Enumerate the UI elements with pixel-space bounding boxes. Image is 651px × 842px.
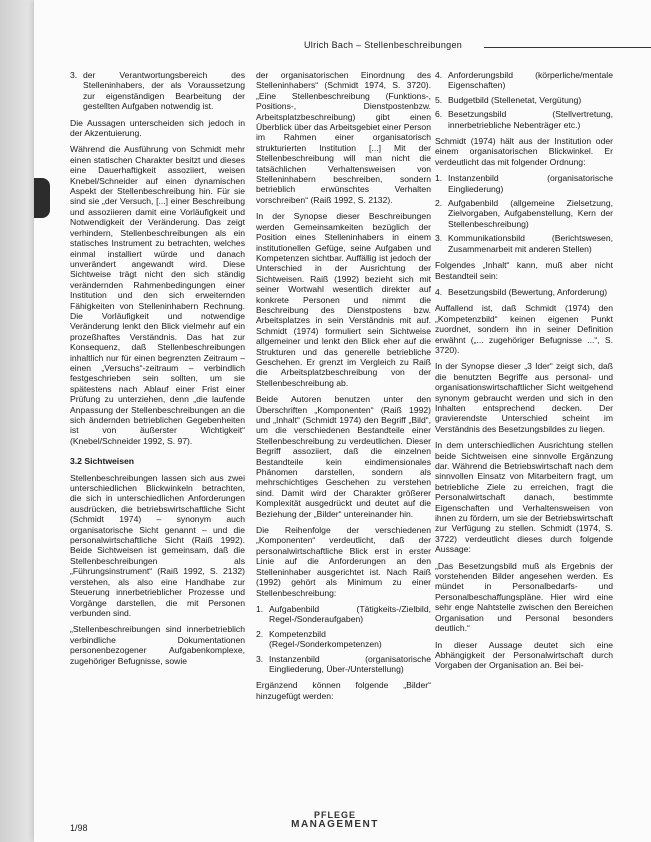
page-folio: 1/98 [70, 823, 88, 833]
logo-line-2: MANAGEMENT [291, 819, 379, 830]
list-item: 2. Aufgabenbild (allgemeine Zielsetzung, Zielvorgaben, Aufgabenstellung, Kern der Stellenbeschreibung) [435, 198, 613, 229]
list-item: 6. Besetzungsbild (Stellvertretung, innerbetriebliche Nebenträger etc.) [435, 109, 613, 130]
list-item: 2. Kompetenzbild (Regel-/Sonderkompetenzen) [256, 628, 382, 650]
list-item: 4. Anforderungsbild (körperliche/mentale Eigenschaften) [435, 70, 613, 91]
paragraph: Während die Ausführung von Schmidt mehr einen statischen Charakter besitzt und dieses eine Dauerhaftigkeit assoziiert, weisen Knebel/Schneider auf einen dynamischen Aspekt der Stellenbeschreibung hin. Für sie sind sie „der Versuch, [...] einer Beschreibung und assoziieren damit eine Vorläufigkeit und Notwendigkeit der Veränderung. Das zeigt verhindern, Stellenbeschreibungen als ein statisches Instrument zu betrachten, welches einmal installiert würde und danach unverändert angewandt wird. Diese Sichtweise trägt nicht den sich ständig verändernden Rahmenbedingungen einer Institution und den sich erweiternden Fähigkeiten von Stelleninhabern Rechnung. Die Vorläufigkeit und notwendige Veränderung lenkt den Blick vielmehr auf ein prozeßhaftes Verständnis. Das hat zur Konsequenz, daß Stellenbeschreibungen inhaltlich nur für einen begrenzten Zeitraum – einen „Versuchs“-zeitraum – verbindlich festgeschrieben sein sollten, um sie spätestens nach Ablauf einer Frist einer Prüfung zu unterziehen, denn „die laufende Anpassung der Stellenbeschreibungen an die sich ändernden betrieblichen Gegebenheiten ist von äußerster Wichtigkeit“ (Knebel/Schneider 1992, S. 97). [70, 144, 245, 446]
section-heading: 3.2 Sichtweisen [70, 456, 135, 467]
paragraph: In dem unterschiedlichen Ausrichtung stellen beide Sichtweisen eine sinnvolle Ergänzung dar. Während die Betriebswirtschaft nach dem sinnvollen Einsatz von Mitarbeitern fragt, um betriebliche Ziele zu erreichen, fragt die Personalwirtschaft danach, bestimmte Eigenschaften und Verhaltensweisen von ihnen zu fördern, um sie der Betriebswirtschaft zur Verfügung zu stellen. Schmidt (1974, S. 3722) verdeutlicht dieses durch folgende Aussage: [435, 440, 613, 555]
page-tab-marker [34, 178, 50, 218]
paragraph: Beide Autoren benutzen unter den Überschriften „Komponenten“ (Raiß 1992) und „Inhalt“ (Schmidt 1974) den Begriff „Bild“, um die verschiedenen Bestandteile einer Stellenbeschreibung zu verdeutlichen. Dieser Begriff assoziiert, daß die einzelnen Bestandteile kein eindimensionales Phänomen darstellen, sondern als mehrschichtiges Geschehen zu verstehen sind. Damit wird der Charakter größerer Komplexität ausgedrückt und deutet auf die Beziehung der „Bilder“ untereinander hin. [256, 394, 431, 519]
list-item: 3. Instanzenbild (organisatorische Eingliederung, Über-/Unterstellung) [256, 653, 431, 674]
paragraph: In der Synopse dieser „3 Ider“ zeigt sich, daß die benutzten Begriffe aus personal- und organisationswirtschaftlicher Sicht weitgehend synonym gebraucht werden und sich in den Inhalten entsprechend decken. Der gravierendste Unterschied scheint im Verständnis des Besetzungsbildes zu liegen. [435, 361, 613, 434]
paragraph: „Stellenbeschreibungen sind innerbetrieblich verbindliche Dokumentationen personenbezogener Aufgabenkomplexe, zugehöriger Befugnisse, sowie [70, 624, 245, 666]
list-item: 3. Kommunikationsbild (Berichtswesen, Zusammenarbeit mit anderen Stellen) [435, 233, 613, 254]
text-column-3 [435, 70, 613, 677]
paragraph: „Das Besetzungsbild muß als Ergebnis der vorstehenden Bilder angesehen werden. Es mündet in Personalbedarfs- und Personalbeschaffungspläne. Hier wird eine sehr enge Nahtstelle zwischen den Bereichen Organisation und Personal besonders deutlich.“ [435, 560, 613, 634]
list-item: 5. Budgetbild (Stellenetat, Vergütung) [435, 94, 582, 105]
paragraph: Die Reihenfolge der verschiedenen „Komponenten“ verdeutlicht, daß der personalwirtschaftliche Blick erst in erster Linie auf die Anforderungen an den Stelleninhaber ausgerichtet ist. Nach Raiß (1992) gehört als Minimum zu einer Stellenbeschreibung: [256, 525, 431, 598]
paragraph: In der Synopse dieser Beschreibungen werden Gemeinsamkeiten bezüglich der Position eines Stelleninhabers in einem institutionellen Gefüge, seine Aufgaben und Kompetenzen sichtbar. Auffällig ist jedoch der Unterschied in der Ausrichtung der Sichtweisen. Raiß (1992) bezieht sich mit seiner Wortwahl wesentlich direkter auf konkrete Personen und nimmt die Beschreibung des Dienstpostens bzw. Arbeitsplatzes in sein Verständnis mit auf. Schmidt (1974) formuliert sein Sichtweise allgemeiner und lenkt den Blick eher auf die Strukturen und das generelle betriebliche Geschehen. Er grenzt im Vergleich zu Raiß die Arbeitsplatzbeschreibung von der Stellenbeschreibung ab. [256, 211, 431, 388]
paragraph: Folgendes „Inhalt“ kann, muß aber nicht Bestandteil sein: [435, 260, 613, 281]
list-item: 1. Instanzenbild (organisatorische Eingliederung) [435, 173, 613, 194]
numbered-list [435, 287, 613, 297]
text-column-1 [70, 70, 245, 672]
numbered-list [256, 604, 431, 674]
list-item: 4. Besetzungsbild (Bewertung, Anforderung) [435, 286, 608, 297]
header-rule [484, 47, 651, 48]
numbered-list [435, 70, 613, 130]
publication-logo [290, 810, 380, 830]
paragraph: Stellenbeschreibungen lassen sich aus zwei unterschiedlichen Blickwinkeln betrachten, die sich in unterschiedlichen Anforderungen ausdrücken, die betriebswirtschaftliche Sicht (Schmidt 1974) – synonym auch organisatorische Sicht genannt – und die personalwirtschaftliche Sicht (Raiß 1992). Beide Sichtweisen ist gemeinsam, daß die Stellenbeschreibungen als „Führungsinstrument“ (Raiß 1992, S. 2132) verstehen, als also eine Handhabe zur Steuerung innerbetrieblicher Prozesse und Vorgänge darstellen, die mit Personen verbunden sind. [70, 472, 245, 618]
paragraph: Die Aussagen unterscheiden sich jedoch in der Akzentuierung. [70, 117, 245, 139]
continued-list [70, 70, 245, 112]
list-item: 1. Aufgabenbild (Tätigkeits-/Zielbild, Regel-/Sonderaufgaben) [256, 603, 431, 625]
numbered-list [435, 173, 613, 254]
list-item: 3. der Verantwortungsbereich des Stelleninhabers, der als Voraussetzung zur eigenständigen Bearbeitung der gestellten Aufgaben notwendig ist. [70, 70, 245, 112]
paragraph: In dieser Aussage deutet sich eine Abhängigkeit der Personalwirtschaft durch Vorgaben der Organisation an. Bei bei- [435, 639, 613, 671]
logo-line-1: PFLEGE [313, 810, 356, 820]
paragraph: Schmidt (1974) hält aus der Institution oder einem organisatorischen Blickwinkel. Er verdeutlicht das mit folgender Ordnung: [435, 136, 613, 167]
text-column-2 [256, 70, 431, 707]
paragraph: Auffallend ist, daß Schmidt (1974) den „Kompetenzbild“ keinen eigenen Punkt zuordnet, sondern ihn in seiner Definition erwähnt („... zugehöriger Befugnisse ...“, S. 3720). [435, 303, 613, 355]
running-header: Ulrich Bach – Stellenbeschreibungen [304, 40, 463, 50]
paragraph: der organisatorischen Einordnung des Stelleninhabers“ (Schmidt 1974, S. 3720). „Eine Stellenbeschreibung (Funktions-, Positions-, Dienstpostenbzw. Arbeitsplatzbeschreibung) gibt einen Überblick über das Arbeitsgebiet einer Person im Rahmen einer organisatorisch strukturierten Institution [...] Mit der Stellenbeschreibung will man nicht die tatsächlichen Verhaltensweisen von Stelleninhabern beschreiben, sondern betrieblich erwünschtes Verhalten vorschreiben“ (Raiß 1992, S. 2132). [256, 70, 431, 205]
paragraph: Ergänzend können folgende „Bilder“ hinzugefügt werden: [256, 680, 431, 701]
